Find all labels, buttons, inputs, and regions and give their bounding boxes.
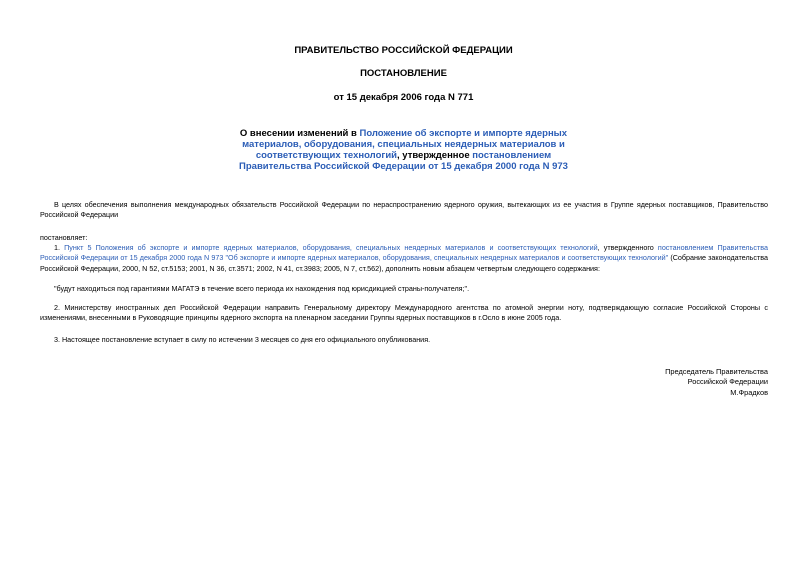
- clause-1-link-resolution[interactable]: постановлением Правительства Российской Федерации от 15 декабря 2000 года N 973 "Об экспорте и импорте ядерных материалов, оборудования, специальных неядерных материалов и соответствующих технологий": [40, 243, 768, 263]
- government-heading: ПРАВИТЕЛЬСТВО РОССИЙСКОЙ ФЕДЕРАЦИИ: [294, 45, 513, 56]
- signature-country: Российской Федерации: [687, 377, 768, 387]
- quoted-addition-paragraph: "будут находиться под гарантиями МАГАТЭ в течение всего периода их нахождения под юрисдикцией страны-получателя;".: [54, 284, 470, 293]
- clause-3-paragraph: 3. Настоящее постановление вступает в силу по истечении 3 месяцев со дня его официального опубликования.: [54, 335, 431, 344]
- document-type-heading: ПОСТАНОВЛЕНИЕ: [360, 68, 447, 79]
- preamble-paragraph: В целях обеспечения выполнения международных обязательств Российской Федерации по нераспространению ядерного оружия, вытекающих из ее участия в Группе ядерных поставщиков, Правительство Российской Федерации: [40, 200, 768, 220]
- title-prefix: О внесении изменений в: [239, 128, 360, 139]
- signature-title: Председатель Правительства: [665, 367, 768, 376]
- clause-1-mid: , утвержденного: [597, 243, 658, 252]
- title-link-resolution[interactable]: постановлением Правительства Российской Федерации от 15 декабря 2000 года N 973: [239, 150, 568, 172]
- signature-block: [560, 367, 768, 398]
- document-date: от 15 декабря 2006 года N 771: [333, 92, 474, 103]
- clause-1-link-point[interactable]: Пункт 5 Положения об экспорте и импорте ядерных материалов, оборудования, специальных неядерных материалов и соответствующих технологий: [64, 243, 598, 252]
- title-middle: , утвержденное: [397, 150, 473, 161]
- title-link-regulation[interactable]: Положение об экспорте и импорте ядерных материалов, оборудования, специальных неядерных материалов и соответствующих технологий: [242, 128, 568, 161]
- document-title: [230, 128, 577, 172]
- clause-1-paragraph: [40, 243, 768, 274]
- clause-1-rest: (Собрание законодательства Российской Федерации, 2000, N 52, ст.5153; 2001, N 36, ст.3571; 2002, N 41, ст.3983; 2005, N 7, ст.562), дополнить новым абзацем четвертым следующего содержания:: [40, 253, 769, 273]
- resolves-paragraph: постановляет:: [40, 233, 88, 242]
- clause-2-paragraph: 2. Министерству иностранных дел Российской Федерации направить Генеральному директору Международного агентства по атомной энергии ноту, подтверждающую согласие Российской Стороны с изменениями, внесенными в Руководящие принципы ядерного экспорта на пленарном заседании Группы ядерных поставщиков в г.Осло в июне 2005 года.: [40, 303, 768, 323]
- clause-1-number: 1.: [54, 243, 65, 252]
- signature-name: М.Фрадков: [730, 387, 768, 397]
